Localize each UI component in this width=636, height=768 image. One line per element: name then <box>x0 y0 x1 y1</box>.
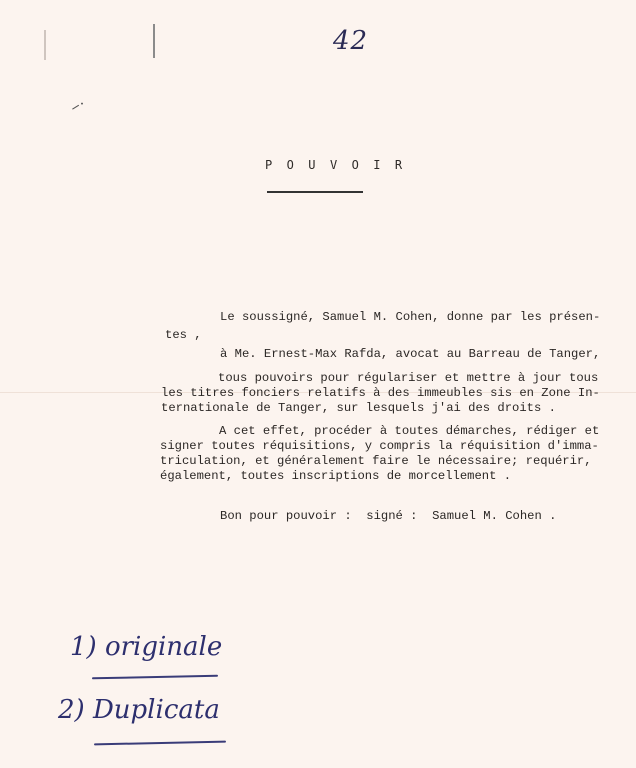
paper-mark <box>44 30 46 60</box>
document-title: P O U V O I R <box>265 158 406 172</box>
body-line: à Me. Ernest-Max Rafda, avocat au Barreau de Tanger, <box>220 347 601 361</box>
body-line: tes , <box>165 328 202 342</box>
body-line: les titres fonciers relatifs à des immeubles sis en Zone In- <box>161 386 600 400</box>
page-number: 42 <box>333 26 369 56</box>
closing-line: Bon pour pouvoir : signé : Samuel M. Cohen . <box>220 509 557 523</box>
paper-mark <box>153 24 155 58</box>
title-underline <box>267 191 363 193</box>
body-line: ternationale de Tanger, sur lesquels j'ai des droits . <box>161 401 556 415</box>
handwritten-note: 2) Duplicata <box>58 695 220 725</box>
body-line: tous pouvoirs pour régulariser et mettre à jour tous <box>218 371 599 385</box>
handwritten-note: 1) originale <box>70 632 223 662</box>
pen-mark <box>70 102 86 110</box>
body-line: A cet effet, procéder à toutes démarches, rédiger et <box>219 424 600 438</box>
handwritten-underline <box>92 675 218 680</box>
body-line: triculation, et généralement faire le nécessaire; requérir, <box>160 454 592 468</box>
handwritten-underline <box>94 741 226 746</box>
body-line: signer toutes réquisitions, y compris la réquisition d'imma- <box>160 439 599 453</box>
body-line: également, toutes inscriptions de morcellement . <box>160 469 512 483</box>
body-line: Le soussigné, Samuel M. Cohen, donne par les présen- <box>220 310 601 324</box>
